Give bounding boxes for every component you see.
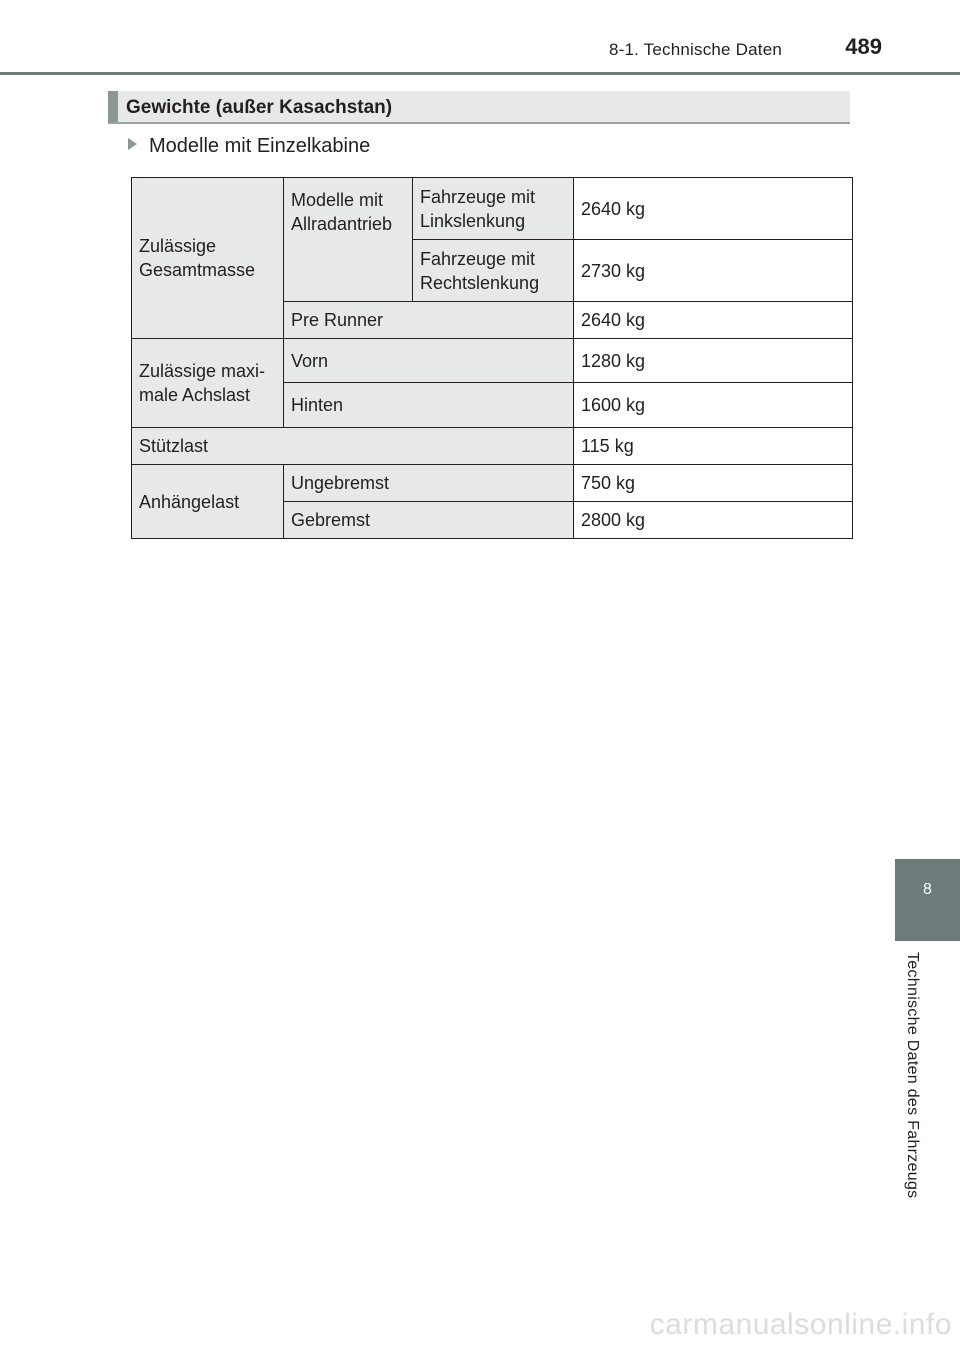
table-row xyxy=(132,428,853,465)
trailer-label: Anhängelast xyxy=(132,465,284,539)
header-rule xyxy=(0,72,960,75)
lhd-value: 2640 kg xyxy=(574,178,853,240)
section-heading-text: Gewichte (außer Kasachstan) xyxy=(126,97,393,118)
awd-label: Modelle mit Allradantrieb xyxy=(284,178,413,302)
table-row xyxy=(132,339,853,383)
gvm-label: Zulässige Gesamtmasse xyxy=(132,178,284,339)
unbraked-value: 750 kg xyxy=(574,465,853,502)
lhd-label: Fahrzeuge mit Linkslenkung xyxy=(413,178,574,240)
prerunner-label: Pre Runner xyxy=(284,302,574,339)
rear-value: 1600 kg xyxy=(574,383,853,428)
rhd-label: Fahrzeuge mit Rechtslenkung xyxy=(413,240,574,302)
page-number: 489 xyxy=(845,34,882,59)
chapter-tab xyxy=(895,859,960,941)
chapter-tab-number: 8 xyxy=(923,881,932,898)
chapter-tab-label: Technische Daten des Fahrzeugs xyxy=(904,952,921,1199)
rhd-value: 2730 kg xyxy=(574,240,853,302)
hitch-value: 115 kg xyxy=(574,428,853,465)
triangle-bullet-icon xyxy=(128,138,137,150)
axle-label: Zulässige maxi-male Achslast xyxy=(132,339,284,428)
front-value: 1280 kg xyxy=(574,339,853,383)
rear-label: Hinten xyxy=(284,383,574,428)
braked-value: 2800 kg xyxy=(574,502,853,539)
section-heading xyxy=(108,91,850,124)
chapter-title: 8-1. Technische Daten xyxy=(608,40,782,59)
prerunner-value: 2640 kg xyxy=(574,302,853,339)
subheading-text: Modelle mit Einzelkabine xyxy=(149,135,371,157)
weights-table xyxy=(131,177,853,539)
subheading xyxy=(128,135,370,158)
front-label: Vorn xyxy=(284,339,574,383)
table-row xyxy=(132,178,853,240)
hitch-label: Stützlast xyxy=(132,428,574,465)
heading-accent-bar xyxy=(108,91,118,122)
braked-label: Gebremst xyxy=(284,502,574,539)
unbraked-label: Ungebremst xyxy=(284,465,574,502)
watermark: carmanualsonline.info xyxy=(649,1308,952,1341)
table-row xyxy=(132,465,853,502)
